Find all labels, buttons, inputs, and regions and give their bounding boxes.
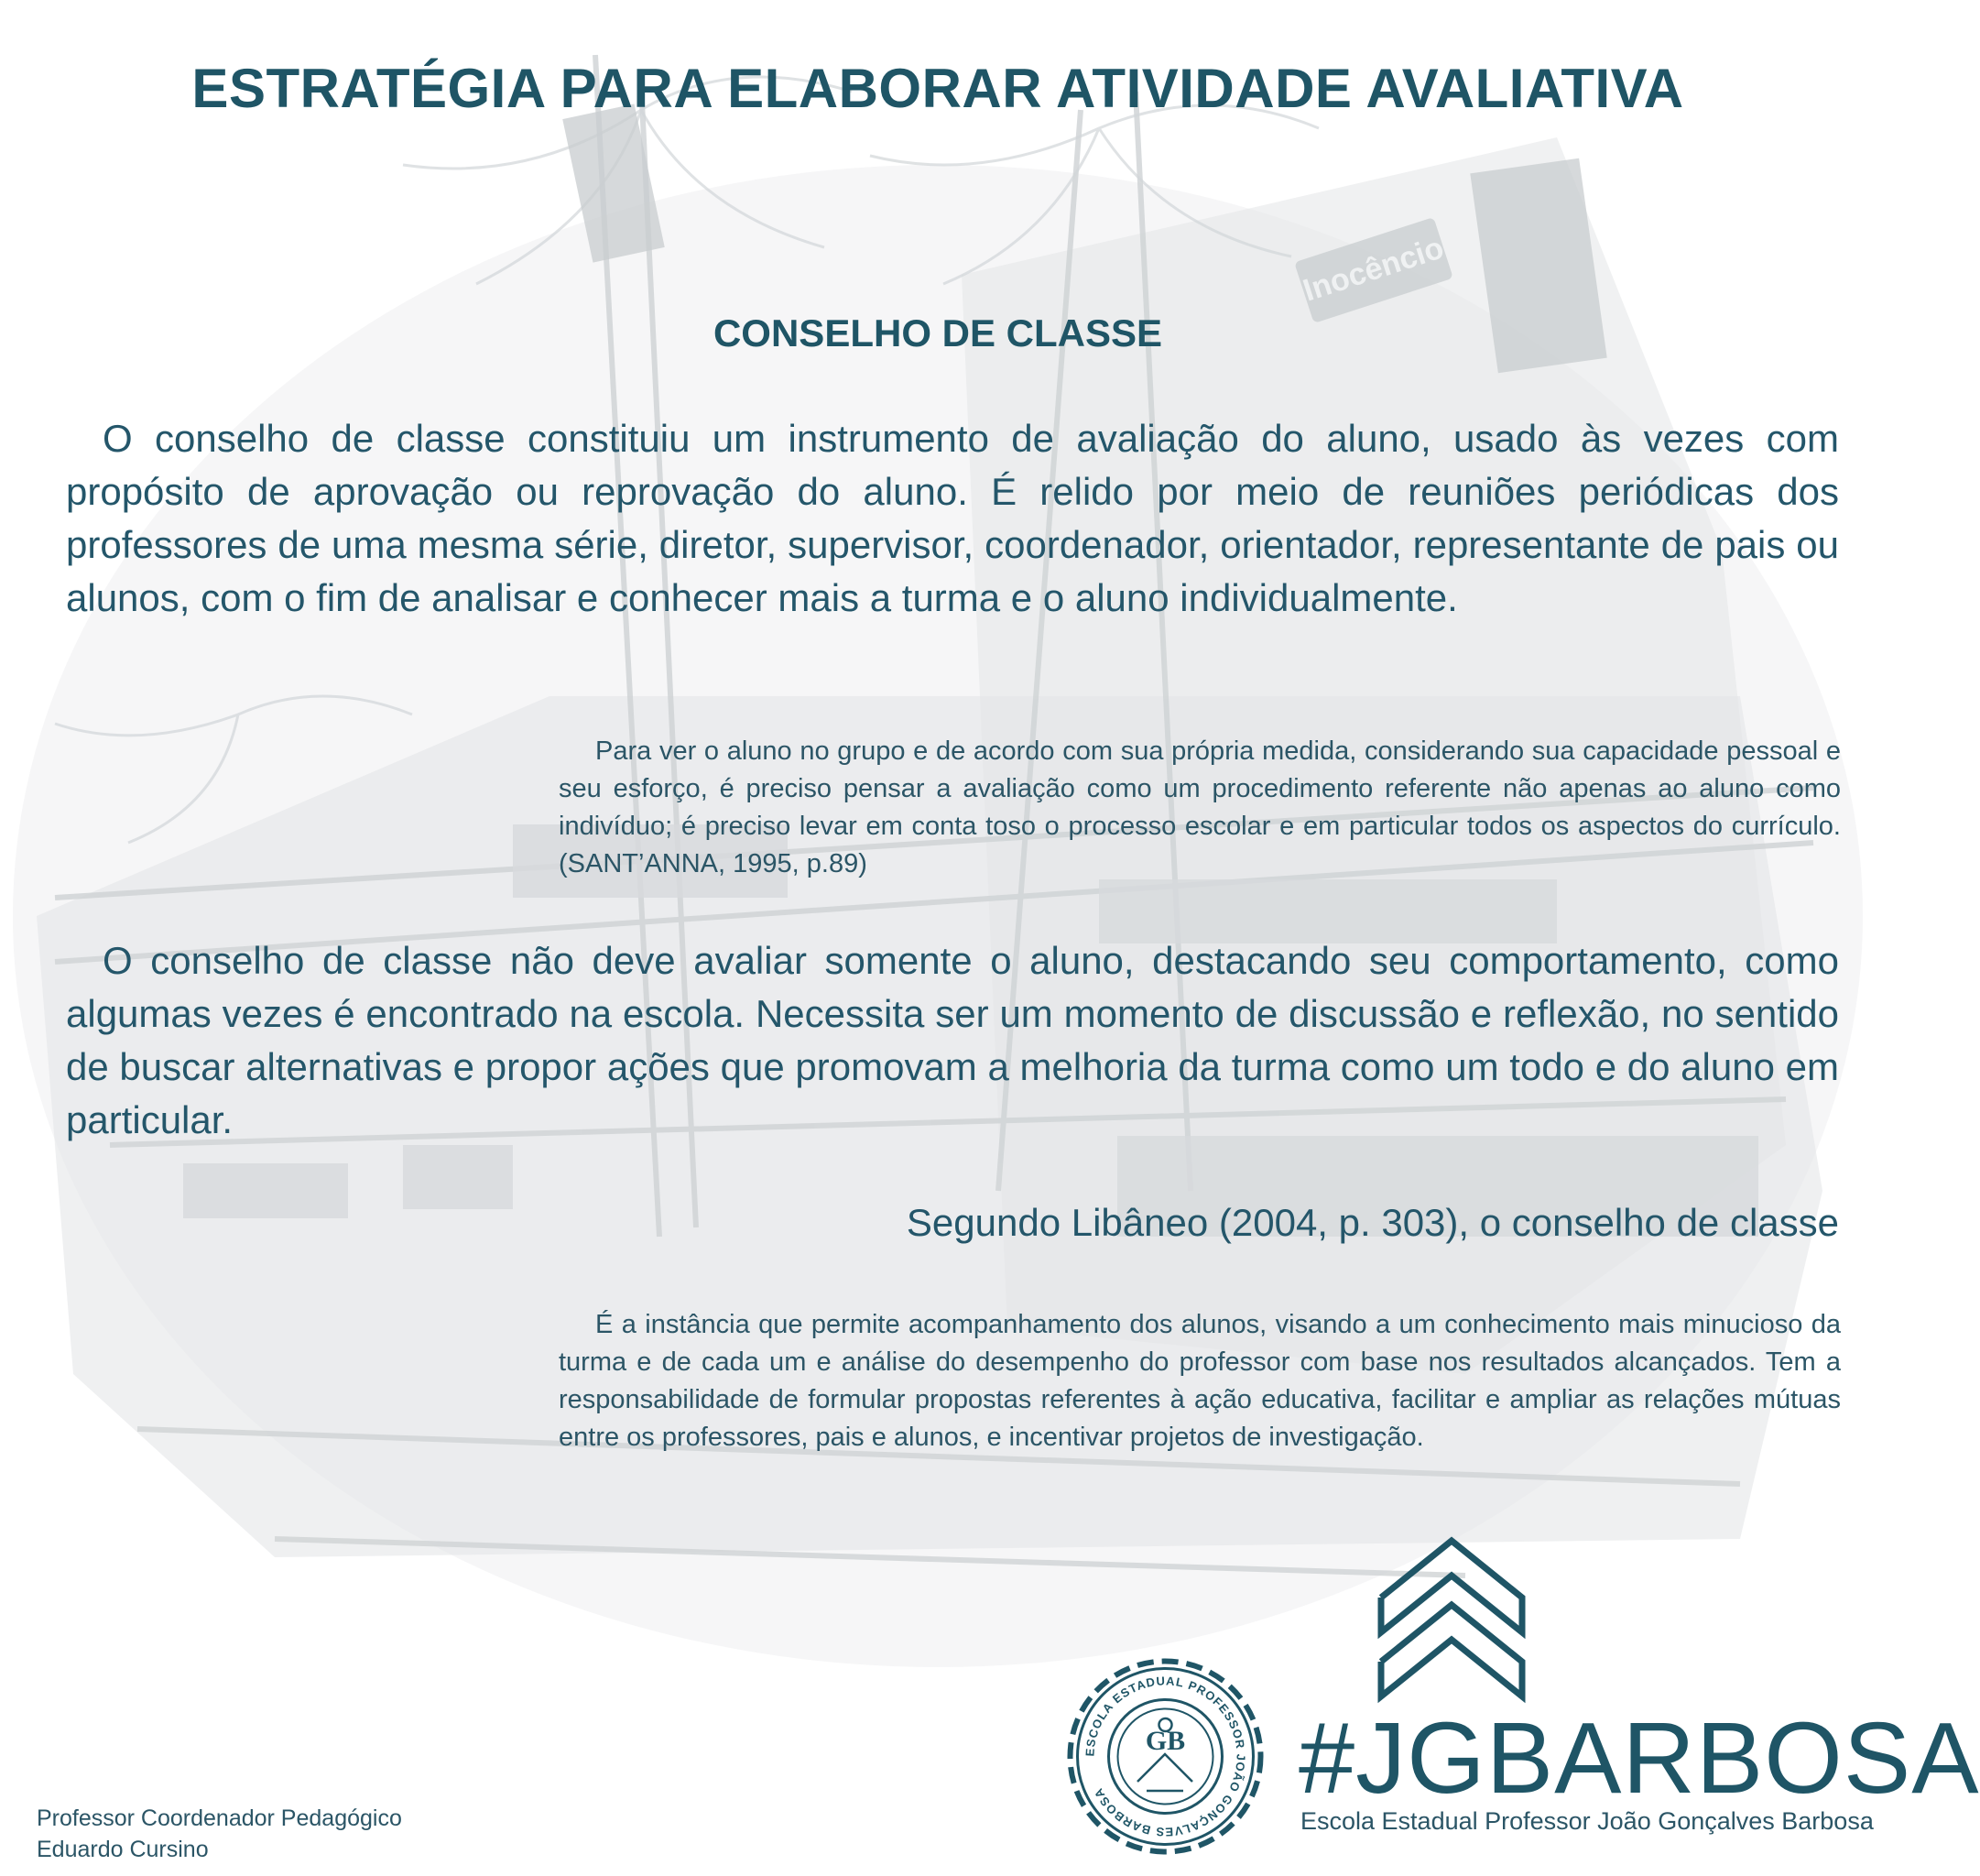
seal-monogram: GB (1145, 1726, 1186, 1756)
seal-text: ESCOLA ESTADUAL PROFESSOR JOÃO GONÇALVES BARBOSA (1082, 1674, 1248, 1839)
block-quote-libaneo: É a instância que permite acompanhamento dos alunos, visando a um conhecimento mais minucioso da turma e de cada um e análise do desempenho do professor com base nos resultados alcançados. Tem a responsabilidade de formular propostas referentes à ação educativa, facilitar e ampliar as relações mútuas entre os professores, pais e alunos, e incentivar projetos de investigação. (559, 1310, 1841, 1452)
author-name: Eduardo Cursino (37, 1837, 209, 1862)
block-quote-santanna: Para ver o aluno no grupo e de acordo com sua própria medida, considerando sua capacidade pessoal e seu esforço, é preciso pensar a avaliação como um procedimento referente não apenas ao aluno como indivíduo; é preciso levar em conta toso o processo escolar e em particular todos os aspectos do currículo. (SANT’ANNA, 1995, p.89) (559, 736, 1841, 878)
section-heading: CONSELHO DE CLASSE (713, 311, 1163, 354)
brand-hashtag: #JGBARBOSA (1299, 1702, 1980, 1815)
paragraph-discussion: O conselho de classe não deve avaliar somente o aluno, destacando seu comportamento, como algumas vezes é encontrado na escola. Necessita ser um momento de discussão e reflexão, no sentido de buscar alternativas e propor ações que promovam a melhoria da turma como um todo e do aluno em particular. (66, 939, 1839, 1141)
footer-author (37, 1803, 402, 1865)
paragraph-intro: O conselho de classe constituiu um instrumento de avaliação do aluno, usado às vezes com propósito de aprovação ou reprovação do aluno. É relido por meio de reuniões periódicas dos professores de uma mesma série, diretor, supervisor, coordenador, orientador, representante de pais ou alunos, com o fim de analisar e conhecer mais a turma e o aluno individualmente. (66, 417, 1839, 619)
street-sign-text: Inocêncio (1299, 230, 1449, 309)
school-name: Escola Estadual Professor João Gonçalves Barbosa (1300, 1807, 1874, 1835)
school-seal-logo (1062, 1653, 1268, 1860)
page-title: ESTRATÉGIA PARA ELABORAR ATIVIDADE AVALIATIVA (191, 58, 1684, 120)
author-role: Professor Coordenador Pedagógico (37, 1805, 402, 1831)
double-chevron-up-icon (1374, 1532, 1529, 1715)
citation-intro: Segundo Libâneo (2004, p. 303), o conselho de classe (906, 1201, 1839, 1244)
